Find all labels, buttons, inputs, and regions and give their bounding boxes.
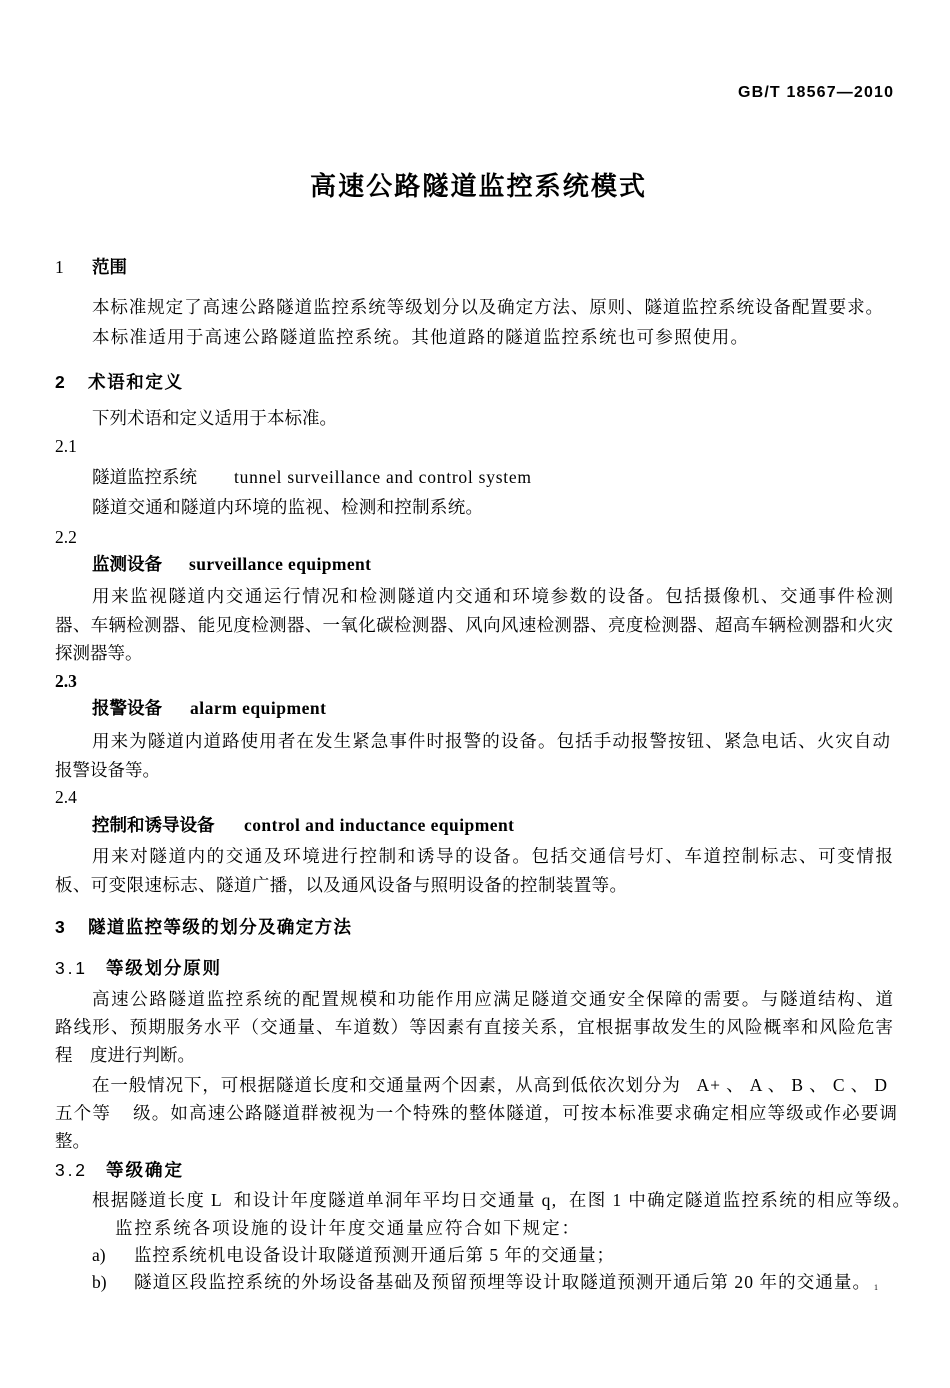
term-definition-line: 用来为隧道内道路使用者在发生紧急事件时报警的设备。包括手动报警按钮、紧急电话、火灾自动	[92, 731, 892, 751]
term-definition-line: 探测器等。	[55, 643, 143, 663]
list-label: b)	[92, 1272, 107, 1292]
term-definition-line: 用来监视隧道内交通运行情况和检测隧道内交通和环境参数的设备。包括摄像机、交通事件检测	[92, 586, 895, 606]
section-heading: 隧道监控等级的划分及确定方法	[88, 917, 353, 937]
term-name-en: alarm equipment	[190, 698, 327, 718]
term-definition-line: 器、车辆检测器、能见度检测器、一氧化碳检测器、风向风速检测器、亮度检测器、超高车辆检测器和火灾	[55, 615, 894, 635]
section-heading: 术语和定义	[88, 372, 184, 392]
section-heading: 范围	[92, 257, 127, 277]
subsection-number: 3.1	[55, 958, 88, 978]
paragraph-line: 整。	[55, 1131, 90, 1151]
standard-code: GB/T 18567—2010	[738, 84, 895, 101]
list-label: a)	[92, 1245, 106, 1265]
term-name-en: control and inductance equipment	[244, 815, 515, 835]
section-number: 1	[55, 257, 64, 277]
paragraph: 本标准适用于高速公路隧道监控系统。其他道路的隧道监控系统也可参照使用。	[92, 327, 750, 347]
paragraph-line: 根据隧道长度 L 和设计年度隧道单洞年平均日交通量 q, 在图 1 中确定隧道监控系统的相应等级。	[92, 1190, 912, 1210]
paragraph-line: 在一般情况下，可根据隧道长度和交通量两个因素，从高到低依次划分为 A+ 、 A 、 B 、 C 、 D	[92, 1075, 888, 1095]
term-name-zh: 隧道监控系统	[92, 467, 197, 487]
subsection-number: 3.2	[55, 1160, 88, 1180]
term-name-zh: 监测设备	[92, 554, 162, 574]
section-number: 2	[55, 372, 65, 392]
section-intro: 下列术语和定义适用于本标准。	[92, 408, 337, 428]
term-definition-line: 隧道交通和隧道内环境的监视、检测和控制系统。	[92, 497, 484, 517]
term-definition-line: 用来对隧道内的交通及环境进行控制和诱导的设备。包括交通信号灯、车道控制标志、可变情报	[92, 846, 895, 866]
subsection-heading: 等级划分原则	[106, 958, 222, 978]
term-definition-line: 板、可变限速标志、隧道广播，以及通风设备与照明设备的控制装置等。	[55, 875, 628, 895]
term-name-zh: 控制和诱导设备	[92, 815, 215, 835]
term-definition-line: 报警设备等。	[55, 760, 160, 780]
paragraph-line: 路线形、预期服务水平（交通量、车道数）等因素有直接关系，宜根据事故发生的风险概率和风险危害	[55, 1017, 895, 1037]
term-number: 2.2	[55, 527, 77, 547]
term-name-en: surveillance equipment	[189, 554, 372, 574]
document-title: 高速公路隧道监控系统模式	[310, 171, 648, 201]
term-number: 2.1	[55, 436, 77, 456]
paragraph-line: 五个等 级。如高速公路隧道群被视为一个特殊的整体隧道，可按本标准要求确定相应等级或作必要调	[55, 1103, 899, 1123]
subsection-heading: 等级确定	[106, 1160, 184, 1180]
paragraph: 本标准规定了高速公路隧道监控系统等级划分以及确定方法、原则、隧道监控系统设备配置要求。	[92, 297, 884, 317]
paragraph-line: 高速公路隧道监控系统的配置规模和功能作用应满足隧道交通安全保障的需要。与隧道结构、道	[92, 989, 895, 1009]
term-name-zh: 报警设备	[92, 698, 162, 718]
paragraph-line: 程 度进行判断。	[55, 1045, 195, 1065]
section-number: 3	[55, 917, 65, 937]
page-number: 1	[874, 1283, 878, 1292]
list-text: 监控系统机电设备设计取隧道预测开通后第 5 年的交通量；	[134, 1245, 615, 1265]
term-number: 2.4	[55, 787, 77, 807]
paragraph-line: 监控系统各项设施的设计年度交通量应符合如下规定：	[115, 1218, 581, 1238]
term-number: 2.3	[55, 671, 77, 691]
term-name-en: tunnel surveillance and control system	[234, 467, 532, 487]
list-text: 隧道区段监控系统的外场设备基础及预留预埋等设计取隧道预测开通后第 20 年的交通量。	[134, 1272, 872, 1292]
